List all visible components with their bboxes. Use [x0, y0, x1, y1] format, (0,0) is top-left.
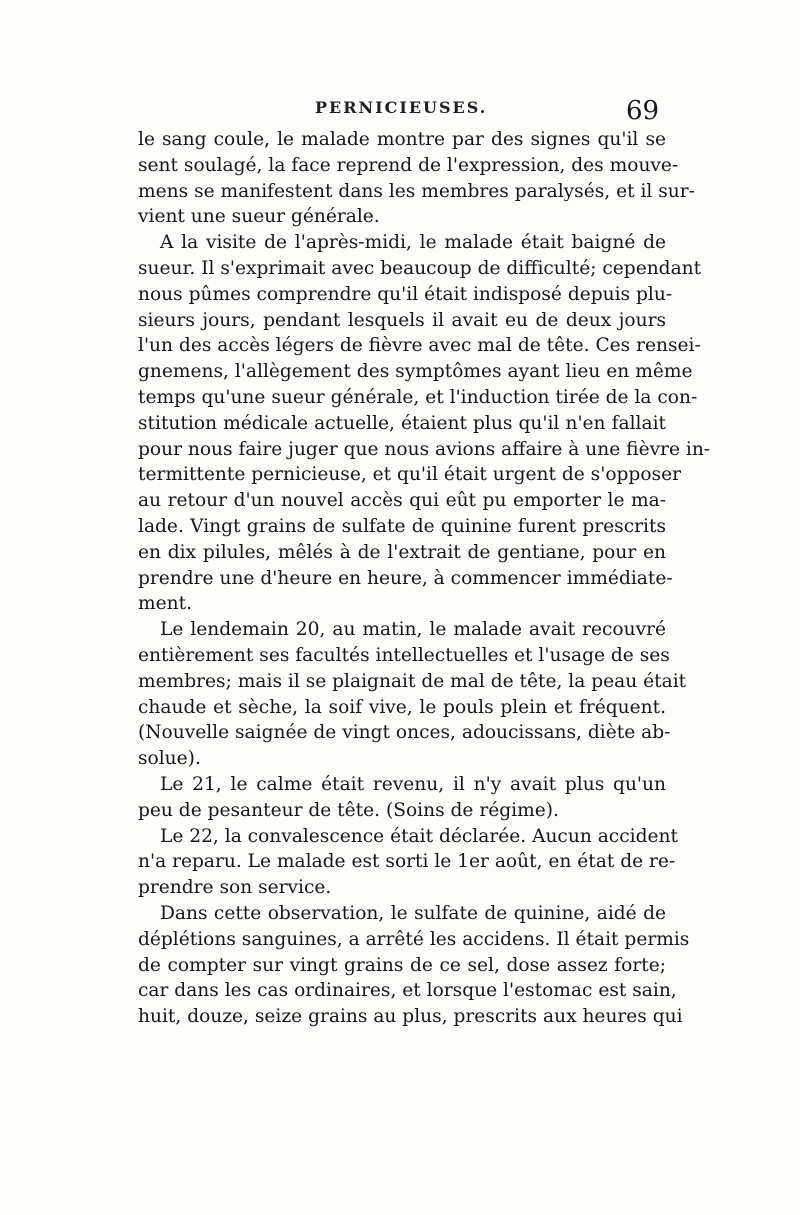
text-line: huit, douze, seize grains au plus, prescrits aux heures qui: [138, 1006, 683, 1028]
text-line: stitution médicale actuelle, étaient plus qu'il n'en fallait: [138, 412, 666, 434]
text-line: vient une sueur générale.: [138, 206, 380, 228]
text-line: sieurs jours, pendant lesquels il avait eu de deux jours: [138, 309, 666, 331]
text-line: temps qu'une sueur générale, et l'induction tirée de la con-: [138, 386, 698, 408]
text-line: solue).: [138, 748, 201, 770]
text-line: en dix pilules, mêlés à de l'extrait de gentiane, pour en: [138, 541, 666, 563]
text-line: Le 21, le calme était revenu, il n'y avait plus qu'un: [160, 773, 666, 795]
text-line: ment.: [138, 593, 192, 615]
text-line: A la visite de l'après-midi, le malade était baigné de: [160, 232, 666, 254]
text-line: car dans les cas ordinaires, et lorsque l'estomac est sain,: [138, 980, 677, 1002]
text-line: n'a reparu. Le malade est sorti le 1er août, en état de re-: [138, 851, 676, 873]
text-line: le sang coule, le malade montre par des signes qu'il se: [138, 129, 666, 150]
running-title: PERNICIEUSES.: [315, 98, 488, 117]
text-line: membres; mais il se plaignait de mal de tête, la peau était: [138, 670, 687, 692]
text-line: (Nouvelle saignée de vingt onces, adoucissans, diète ab-: [138, 722, 671, 744]
text-line: sent soulagé, la face reprend de l'expression, des mouve-: [138, 154, 679, 176]
text-line: de compter sur vingt grains de ce sel, dose assez forte;: [138, 954, 666, 976]
text-line: l'un des accès légers de fièvre avec mal de tête. Ces rensei-: [138, 335, 701, 357]
text-line: pour nous faire juger que nous avions affaire à une fièvre in-: [138, 438, 711, 460]
text-line: sueur. Il s'exprimait avec beaucoup de difficulté; cependant: [138, 257, 702, 279]
text-line: Le lendemain 20, au matin, le malade avait recouvré: [160, 619, 666, 641]
text-line: chaude et sèche, la soif vive, le pouls plein et fréquent.: [138, 696, 666, 718]
page-number: 69: [626, 96, 660, 126]
text-line: Dans cette observation, le sulfate de quinine, aidé de: [160, 902, 666, 924]
text-line: lade. Vingt grains de sulfate de quinine furent prescrits: [138, 515, 666, 537]
text-line: gnemens, l'allègement des symptômes ayant lieu en même: [138, 361, 693, 383]
text-line: termittente pernicieuse, et qu'il était urgent de s'opposer: [138, 464, 681, 486]
text-line: entièrement ses facultés intellectuelles et l'usage de ses: [138, 644, 670, 666]
text-line: prendre une d'heure en heure, à commencer immédiate-: [138, 567, 673, 589]
text-line: prendre son service.: [138, 877, 332, 899]
text-line: au retour d'un nouvel accès qui eût pu emporter le ma-: [138, 490, 666, 512]
text-line: nous pûmes comprendre qu'il était indisposé depuis plu-: [138, 283, 673, 305]
body-text: [138, 127, 711, 1030]
text-line: peu de pesanteur de tête. (Soins de régime).: [138, 799, 559, 821]
running-head: [0, 96, 800, 124]
text-line: Le 22, la convalescence était déclarée. Aucun accident: [160, 825, 678, 847]
text-line: déplétions sanguines, a arrêté les accidens. Il était permis: [138, 928, 690, 950]
text-line: mens se manifestent dans les membres paralysés, et il sur-: [138, 180, 695, 202]
